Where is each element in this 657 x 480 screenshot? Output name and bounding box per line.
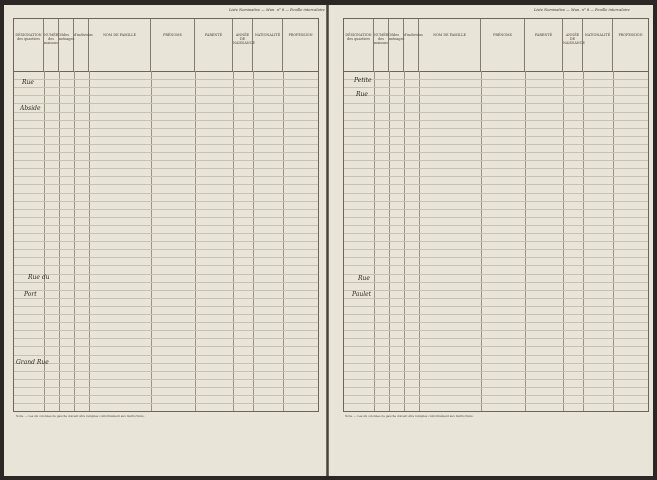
right-page	[329, 5, 653, 476]
ruled-line	[344, 95, 648, 96]
register-spread	[4, 5, 653, 476]
ruled-line	[344, 355, 648, 356]
column-header: NATIONALITÉ	[253, 19, 283, 71]
ruled-line	[344, 233, 648, 234]
ruled-line	[14, 346, 318, 347]
footnote: Nota. — Les six colonnes de gauche doivent être remplies conformément aux instructions.	[345, 414, 474, 418]
ruled-line	[14, 355, 318, 356]
ruled-line	[344, 184, 648, 185]
ruled-line	[344, 160, 648, 161]
ruled-line	[344, 209, 648, 210]
ruled-line	[344, 249, 648, 250]
ruled-line	[14, 363, 318, 364]
ruled-line	[344, 338, 648, 339]
ruled-line	[344, 265, 648, 266]
column-headers	[344, 19, 648, 72]
place-name: Grand Rue	[16, 359, 49, 366]
ruled-line	[344, 87, 648, 88]
ruled-line	[344, 395, 648, 396]
ruled-line	[344, 176, 648, 177]
ruled-line	[344, 274, 648, 275]
ruled-line	[14, 282, 318, 283]
ruled-line	[14, 201, 318, 202]
column-header: PROFESSION	[618, 33, 643, 37]
ruled-line	[344, 217, 648, 218]
column-header: PRÉNOMS	[151, 19, 195, 71]
ruled-line	[344, 282, 648, 283]
column-header: DÉSIGNATION des quartiers	[344, 19, 374, 71]
place-name: Rue	[356, 91, 368, 98]
ruled-line	[344, 306, 648, 307]
census-table	[13, 18, 319, 412]
ruled-line	[344, 120, 648, 121]
ruled-line	[14, 152, 318, 153]
ruled-line	[14, 274, 318, 275]
ruled-line	[344, 403, 648, 404]
column-header: d'individus	[404, 19, 419, 71]
column-header: NUMÉROS des maisons	[44, 19, 59, 71]
ruled-line	[14, 128, 318, 129]
ruled-line	[344, 168, 648, 169]
ruled-line	[14, 120, 318, 121]
ruled-line	[14, 79, 318, 80]
ruled-line	[344, 371, 648, 372]
column-header: DÉSIGNATION des quartiers	[14, 19, 44, 71]
column-header: NATIONALITÉ	[583, 19, 613, 71]
ruled-line	[344, 290, 648, 291]
ruled-line	[14, 379, 318, 380]
ruled-line	[14, 249, 318, 250]
ruled-line	[344, 225, 648, 226]
column-header: d'individus	[74, 19, 89, 71]
ruled-line	[344, 363, 648, 364]
ruled-line	[14, 265, 318, 266]
census-table	[343, 18, 649, 412]
table-rows	[14, 71, 318, 411]
left-page	[4, 5, 327, 476]
place-name: Rue	[358, 275, 370, 282]
ruled-line	[14, 184, 318, 185]
ruled-line	[344, 330, 648, 331]
ruled-line	[344, 322, 648, 323]
ruled-line	[14, 330, 318, 331]
page-header: Liste Nominative — Mun. n° 8 — Feuille intercalaire	[229, 8, 325, 12]
place-name: Abside	[20, 105, 41, 112]
page-header: Liste Nominative — Mun. n° 8 — Feuille intercalaire	[534, 8, 630, 12]
column-header: NOM DE FAMILLE	[419, 19, 481, 71]
ruled-line	[344, 103, 648, 104]
ruled-line	[14, 387, 318, 388]
column-header: PRÉNOMS	[481, 19, 525, 71]
ruled-line	[14, 371, 318, 372]
column-header: ANNÉE DE NAISSANCE	[233, 19, 253, 71]
ruled-line	[14, 290, 318, 291]
ruled-line	[14, 112, 318, 113]
column-header: des ménages	[59, 19, 74, 71]
place-name: Paulet	[352, 291, 372, 298]
column-headers	[14, 19, 318, 72]
ruled-line	[344, 241, 648, 242]
ruled-line	[14, 314, 318, 315]
ruled-line	[14, 403, 318, 404]
ruled-line	[14, 241, 318, 242]
ruled-line	[14, 176, 318, 177]
ruled-line	[344, 387, 648, 388]
ruled-line	[14, 136, 318, 137]
table-rows	[344, 71, 648, 411]
ruled-line	[344, 152, 648, 153]
place-name: Rue	[22, 79, 34, 86]
ruled-line	[14, 225, 318, 226]
ruled-line	[14, 233, 318, 234]
ruled-line	[344, 257, 648, 258]
place-name: Petite	[354, 77, 372, 84]
column-header: ANNÉE DE NAISSANCE	[563, 19, 583, 71]
ruled-line	[344, 144, 648, 145]
ruled-line	[14, 395, 318, 396]
ruled-line	[344, 79, 648, 80]
ruled-line	[14, 322, 318, 323]
ruled-line	[14, 160, 318, 161]
place-name: Port	[24, 291, 37, 298]
ruled-line	[344, 128, 648, 129]
ruled-line	[344, 112, 648, 113]
footnote: Nota. — Les six colonnes de gauche doivent être remplies conformément aux instructions.	[16, 414, 145, 418]
ruled-line	[14, 298, 318, 299]
ruled-line	[14, 95, 318, 96]
ruled-line	[14, 144, 318, 145]
ruled-line	[14, 257, 318, 258]
column-header: PARENTÉ	[525, 19, 563, 71]
ruled-line	[344, 314, 648, 315]
ruled-line	[344, 201, 648, 202]
column-header: NUMÉROS des maisons	[374, 19, 389, 71]
ruled-line	[344, 379, 648, 380]
column-header: PROFESSION	[288, 33, 313, 37]
place-name: Rue du	[28, 274, 50, 281]
ruled-line	[344, 298, 648, 299]
ruled-line	[14, 168, 318, 169]
ruled-line	[14, 103, 318, 104]
ruled-line	[344, 136, 648, 137]
ruled-line	[14, 87, 318, 88]
ruled-line	[14, 338, 318, 339]
column-header: NOM DE FAMILLE	[89, 19, 151, 71]
ruled-line	[344, 193, 648, 194]
ruled-line	[14, 193, 318, 194]
column-header: des ménages	[389, 19, 404, 71]
column-header: PARENTÉ	[195, 19, 233, 71]
ruled-line	[14, 217, 318, 218]
ruled-line	[14, 306, 318, 307]
ruled-line	[14, 209, 318, 210]
ruled-line	[344, 346, 648, 347]
